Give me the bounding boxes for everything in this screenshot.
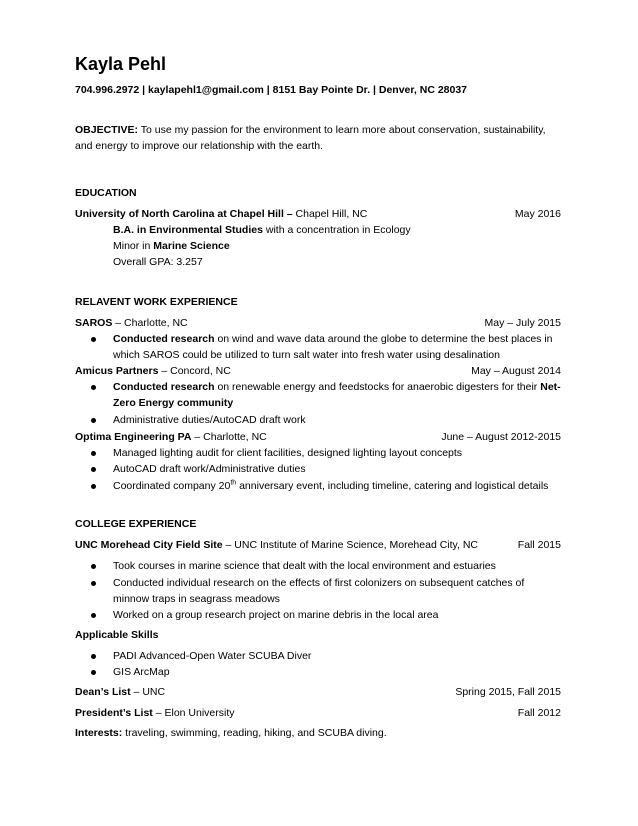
- skill-item: GIS ArcMap: [113, 666, 170, 678]
- contact-line: 704.996.2972 | kaylapehl1@gmail.com | 8151 Bay Pointe Dr. | Denver, NC 28037: [75, 84, 468, 96]
- gpa-line: Overall GPA: 3.257: [113, 256, 203, 268]
- interests-line: [75, 725, 387, 741]
- field-site-detail: – UNC Institute of Marine Science, Morehead City, NC: [222, 539, 479, 551]
- skill-item: PADI Advanced-Open Water SCUBA Diver: [113, 650, 312, 662]
- bullet-icon: [91, 654, 96, 659]
- job-bullet-line: [113, 331, 553, 347]
- job-date: May – August 2014: [471, 365, 561, 377]
- college-bullet-line: Took courses in marine science that dealt with the local environment and estuaries: [113, 560, 496, 572]
- job-bullet-line: Administrative duties/AutoCAD draft work: [113, 414, 306, 426]
- job-company: Amicus Partners: [75, 365, 159, 377]
- ordinal-suffix: th: [230, 479, 237, 487]
- degree-concentration: with a concentration in Ecology: [262, 224, 411, 236]
- field-site-name: UNC Morehead City Field Site: [75, 539, 223, 551]
- presidents-list-school: – Elon University: [152, 707, 235, 719]
- job-amicus-line: [75, 363, 231, 379]
- deans-list-line: [75, 684, 165, 700]
- minor-line: [113, 238, 230, 254]
- job-location: – Charlotte, NC: [191, 431, 267, 443]
- work-heading: RELAVENT WORK EXPERIENCE: [75, 296, 238, 308]
- degree-name: B.A. in Environmental Studies: [113, 224, 263, 236]
- job-bullet-text: on wind and wave data around the globe to determine the best places in: [214, 333, 553, 345]
- job-bullet-text: Coordinated company 20: [113, 480, 231, 492]
- job-bullet-continuation: which SAROS could be utilized to turn salt water into fresh water using desalination: [113, 349, 500, 361]
- job-saros-line: [75, 315, 188, 331]
- school-name: University of North Carolina at Chapel Hill –: [75, 208, 293, 220]
- college-bullet-line: Conducted individual research on the effects of first colonizers on subsequent catches of: [113, 577, 525, 589]
- job-company: SAROS: [75, 317, 113, 329]
- job-bullet-line: [113, 478, 548, 494]
- job-bullet-bold-end: Net-: [540, 381, 561, 393]
- bullet-icon: [91, 418, 96, 423]
- skills-heading: Applicable Skills: [75, 629, 159, 641]
- field-site-line: [75, 537, 478, 553]
- degree-line: [113, 222, 411, 238]
- interests-label: Interests:: [75, 727, 123, 739]
- minor-name: Marine Science: [153, 240, 230, 252]
- bullet-icon: [91, 613, 96, 618]
- bullet-icon: [91, 467, 96, 472]
- presidents-list-label: President’s List: [75, 707, 153, 719]
- presidents-list-line: [75, 705, 235, 721]
- deans-list-label: Dean’s List: [75, 686, 131, 698]
- deans-list-date: Spring 2015, Fall 2015: [455, 686, 561, 698]
- bullet-icon: [91, 484, 96, 489]
- education-date: May 2016: [514, 208, 561, 220]
- objective-text-1: To use my passion for the environment to learn more about conservation, sustainability,: [138, 124, 546, 136]
- field-site-date: Fall 2015: [517, 539, 561, 551]
- college-heading: COLLEGE EXPERIENCE: [75, 518, 197, 530]
- bullet-icon: [91, 564, 96, 569]
- job-location: – Concord, NC: [158, 365, 231, 377]
- bullet-icon: [91, 451, 96, 456]
- deans-list-school: – UNC: [130, 686, 166, 698]
- job-date: June – August 2012-2015: [441, 431, 561, 443]
- job-bullet-text: on renewable energy and feedstocks for anaerobic digesters for their: [214, 381, 541, 393]
- school-location: Chapel Hill, NC: [292, 208, 368, 220]
- job-company: Optima Engineering PA: [75, 431, 192, 443]
- resume-name: Kayla Pehl: [75, 54, 167, 74]
- job-bullet-bold: Conducted research: [113, 333, 215, 345]
- bullet-icon: [91, 337, 96, 342]
- job-bullet-text-end: anniversary event, including timeline, catering and logistical details: [236, 480, 549, 492]
- job-bullet-bold: Conducted research: [113, 381, 215, 393]
- minor-prefix: Minor in: [113, 240, 154, 252]
- education-heading: EDUCATION: [75, 187, 137, 199]
- job-date: May – July 2015: [484, 317, 561, 329]
- bullet-icon: [91, 385, 96, 390]
- job-bullet-line: Managed lighting audit for client facilities, designed lighting layout concepts: [113, 447, 463, 459]
- bullet-icon: [91, 581, 96, 586]
- job-bullet-line: AutoCAD draft work/Administrative duties: [113, 463, 306, 475]
- interests-text: traveling, swimming, reading, hiking, and SCUBA diving.: [122, 727, 387, 739]
- presidents-list-date: Fall 2012: [517, 707, 561, 719]
- objective-line-1: [75, 122, 546, 138]
- job-bullet-line: [113, 379, 561, 395]
- job-optima-line: [75, 429, 267, 445]
- college-bullet-line: Worked on a group research project on marine debris in the local area: [113, 609, 439, 621]
- objective-line-2: and energy to improve our relationship with the earth.: [75, 140, 324, 152]
- job-location: – Charlotte, NC: [112, 317, 188, 329]
- objective-label: OBJECTIVE:: [75, 124, 139, 136]
- college-bullet-continuation: minnow traps in seagrass meadows: [113, 593, 280, 605]
- bullet-icon: [91, 670, 96, 675]
- job-bullet-continuation: Zero Energy community: [113, 397, 234, 409]
- education-school-line: [75, 206, 367, 222]
